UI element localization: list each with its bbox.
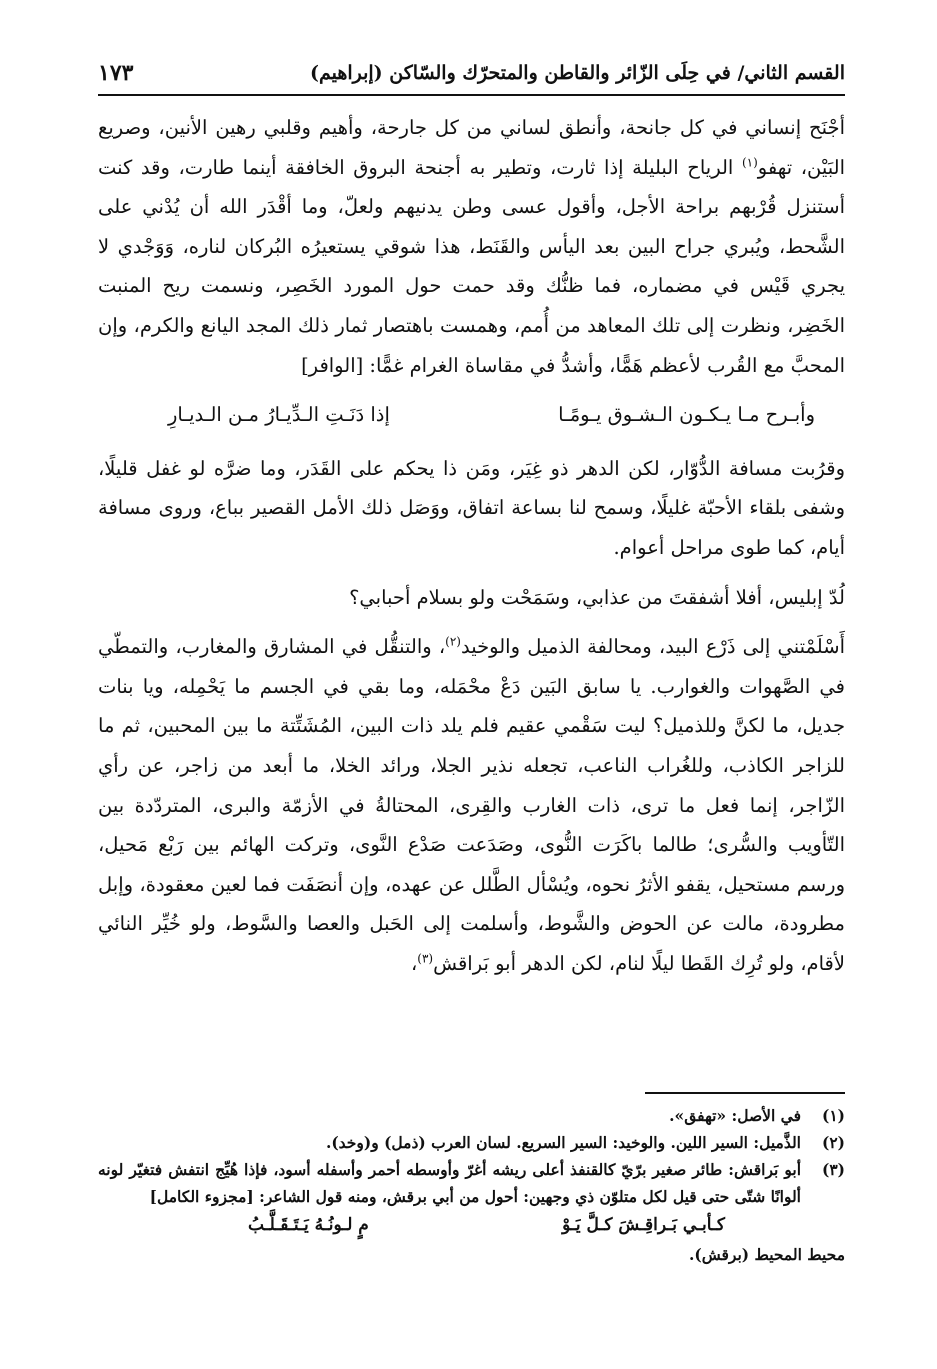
paragraph-1: [98, 108, 845, 385]
footnote-2: [98, 1129, 845, 1156]
footnote-3-text: أبو بَراقش: طائر صغير برّيّ كالقنفذ أعلى ريشه أغرّ وأوسطه أحمر وأسفله أسود، فإذا هُيِّج انتفش فتغيّر لونه ألوانًا شتّى حتى قيل لكل متلوّن ذي وجهين: أحول من أبي برقش، ومنه قول الشاعر: [مجزوء الكامل]: [98, 1160, 801, 1206]
footnote-1: [98, 1102, 845, 1129]
paragraph-2: وقرُبت مسافة الدُّوّار، لكن الدهر ذو غِيَر، ومَن ذا يحكم على القَدَر، وما ضرَّه لو غفل قليلًا، وشفى بلقاء الأحبّة غليلًا، وسمح لنا بساعة اتفاق، ووَصَل ذلك الأمل القصير بباع، وروى مسافة أيام، كما طوى مراحل أعوام.: [98, 456, 845, 559]
footnotes: [98, 1102, 845, 1268]
footnote-2-text: الذَّميل: السير اللين. والوخيد: السير السريع. لسان العرب (ذمل) و(وخد).: [325, 1133, 801, 1152]
footnote-ref-3: (٣): [417, 951, 434, 966]
footnote-3: [98, 1156, 845, 1210]
header-title: القسم الثاني/ في حِلَى الزّائر والقاطن والمتحرّك والسّاكن (إبراهيم): [309, 62, 845, 84]
running-header: [98, 58, 845, 96]
paragraph-1-part-a: أجْنَح إنساني في كل جانحة، وأنطق لساني من كل جارحة، وأهيم وقلبي رهين الأنين، وصريع البَيْن، تهفو: [98, 116, 845, 179]
footnote-verse-first-hemistich: كـأبـي بَـراقِـشَ كـلَّ يَـوْ: [562, 1215, 725, 1235]
footnote-ref-2: (٢): [445, 634, 461, 649]
footnote-separator: [645, 1092, 845, 1094]
paragraph-4-part-a: أَسْلَمْتني إلى ذَرْع البيد، ومحالفة الذميل والوخيد: [460, 635, 845, 659]
paragraph-4-part-b: ، والتنقُّل في المشارق والمغارب، والتمطّي في الصَّهوات والغوارب. يا سابق البَين دَعْ محْمَله، وما بقي في الجسم ما يَحْمِله، ويا بنات جديل، ما لكنَّ وللذميل؟ ليت سَقْمي عقيم فلم يلد ذات البين، المُشَتِّتة ما بين المحبين، ثم ما للزاجر الكاذب، وللغُراب الناعب، تجعله نذير الجلا، ورائد الخلا، ما أبعد من زاجر، عن رأي الزّاجر، إنما فعل ما ترى، ذات الغارب والقِرى، المحتالةُ في الأزمّة والبرى، المتردّدة بين التّأويب والسُّرى؛ طالما باكَرَت النُّوى، وصَدَعت صَدْع النَّوى، وتركت الهائم بين رَبْع مَحيل، ورسم مستحيل، يقفو الأثرُ نحوه، ويُسْأل الطَّلل عن عهده، وإن أنصَفَت فما لعين معقودة، وإبل مطرودة، مالت عن الحوض والشَّوط، وأسلمت إلى الحَبل والعصا والسَّوط، ولو خُيِّر النائي لأقام، ولو تُرِك القَطا ليلًا لنام، لكن الدهر أبو بَراقش: [98, 635, 845, 975]
footnote-source: محيط المحيط (برقش).: [689, 1245, 845, 1264]
footnote-1-text: في الأصل: «تهفق».: [669, 1106, 801, 1125]
paragraph-4: [98, 627, 845, 983]
body-text: [98, 108, 845, 993]
page-number: ١٧٣: [98, 60, 134, 86]
footnote-2-number: (٢): [821, 1133, 845, 1152]
footnote-verse: [98, 1212, 845, 1239]
footnote-1-number: (١): [821, 1106, 845, 1125]
footnote-ref-1: (١): [741, 155, 758, 170]
verse-line: [98, 395, 845, 435]
paragraph-4-part-c: ،: [410, 951, 418, 975]
paragraph-1-part-b: الرياح البليلة إذا ثارت، وتطير به أجنحة البروق الخافقة أينما طارت، وقد كنت أستنزل قُرْبهم براحة الأجل، وأقول عسى وطن يدنيهم ولعلّ، وما أقْدَر الله أن يُدْني على الشَّحط، ويُبري جراح البين بعد اليأس والقَنَط، هذا شوقي يستعيرُه البُركان لناره، وَوَجْدي لا يجري قَيْس في مضماره، فما ظنُّك وقد حمت حول المورد الخَصِر، ونسمت ريح المنبت الخَضِر، ونظرت إلى تلك المعاهد من أُمم، وهمست باهتصار ثمار ذلك المجد اليانع والكرم، وإن المحبَّ مع القُرب لأعظم هَمًّا، وأشدُّ في مقاساة الغرام غمًّا: [الوافر]: [98, 155, 845, 377]
footnote-3-number: (٣): [821, 1160, 845, 1179]
verse-second-hemistich: إذا دَنَـتِ الـدِّيـارُ مـن الـديـارِ: [168, 403, 390, 427]
verse-first-hemistich: وأبـرح مـا يـكـون الـشـوق يـومًـا: [558, 403, 815, 427]
footnote-verse-second-hemistich: مٍ لـونُـهُ يَـتَـقَـلَّـبُ: [248, 1215, 369, 1235]
paragraph-3: لُدّ إبليس، أفلا أشفقتَ من عذابي، وسَمَحْت ولو بسلام أحبابي؟: [349, 585, 845, 609]
